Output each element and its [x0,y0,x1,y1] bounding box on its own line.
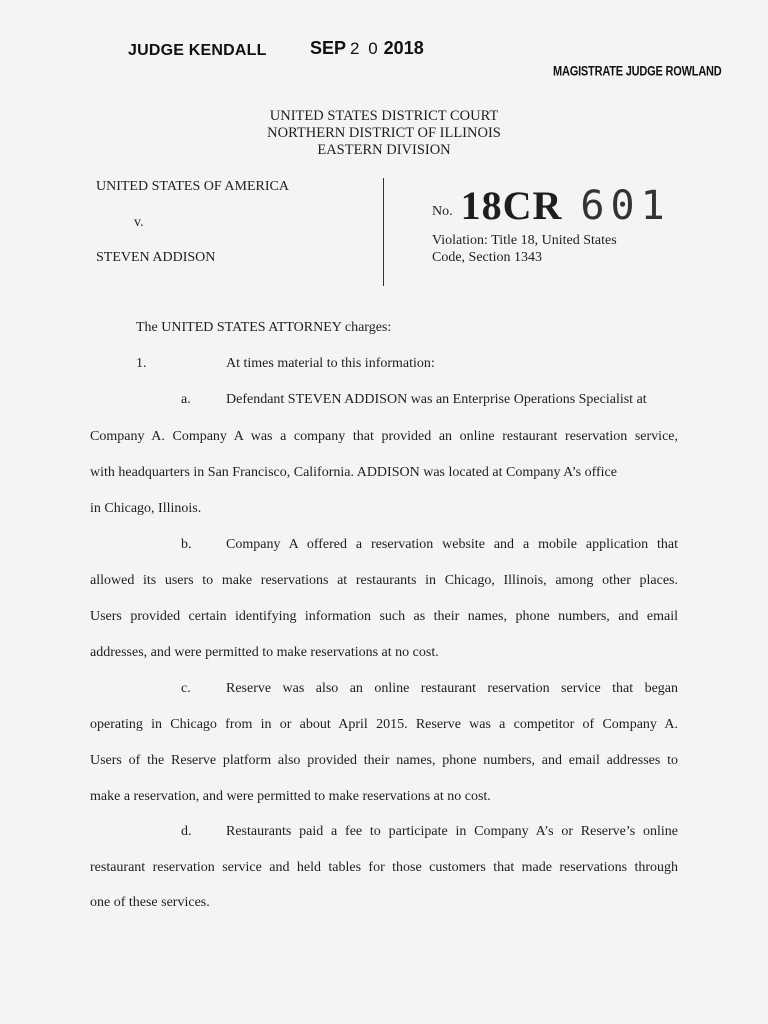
plaintiff-name: UNITED STATES OF AMERICA [96,179,289,194]
caption-divider [383,178,384,286]
subparagraph-line: Defendant STEVEN ADDISON was an Enterprise Operations Specialist at [226,392,647,407]
subparagraph-label: b. [181,537,192,552]
subparagraph-line: make a reservation, and were permitted to make reservations at no cost. [90,789,491,804]
date-day: 2 0 [350,39,380,58]
subparagraph-label: d. [181,824,192,839]
subparagraph-line: Reserve was also an online restaurant reservation service that began [226,681,678,696]
subparagraph-line: Company A offered a reservation website and a mobile application that [226,537,678,552]
subparagraph-label: c. [181,681,191,696]
subparagraph-line: allowed its users to make reservations at restaurants in Chicago, Illinois, among other places. [90,573,678,588]
subparagraph-line: in Chicago, Illinois. [90,501,202,516]
case-number-prefix: No. [432,204,453,219]
violation-line-2: Code, Section 1343 [432,250,543,265]
court-line-2: NORTHERN DISTRICT OF ILLINOIS [267,125,501,141]
court-heading [0,108,768,159]
date-year: 2018 [383,38,424,58]
subparagraph-line: Users provided certain identifying information such as their names, phone numbers, and email [90,609,678,624]
violation-line-1: Violation: Title 18, United States [432,233,617,248]
case-number-sequence: 601 [580,183,671,229]
magistrate-stamp: MAGISTRATE JUDGE ROWLAND [553,64,722,79]
violation-statute [432,232,617,266]
subparagraph-line: addresses, and were permitted to make reservations at no cost. [90,645,439,660]
subparagraph-line: operating in Chicago from in or about April 2015. Reserve was a competitor of Company A. [90,717,678,732]
defendant-name: STEVEN ADDISON [96,250,216,265]
case-caption-parties [96,178,289,266]
charge-intro: The UNITED STATES ATTORNEY charges: [136,320,392,335]
subparagraph-line: one of these services. [90,895,210,910]
judge-stamp: JUDGE KENDALL [128,42,267,59]
subparagraph-line: restaurant reservation service and held tables for those customers that made reservations through [90,860,678,875]
case-number [432,182,671,229]
paragraph-number: 1. [136,356,147,371]
subparagraph-label: a. [181,392,191,407]
paragraph-text: At times material to this information: [226,356,435,371]
court-line-1: UNITED STATES DISTRICT COURT [269,108,499,124]
case-number-code: 18CR [460,183,563,228]
subparagraph-line: with headquarters in San Francisco, California. ADDISON was located at Company A’s office [90,465,617,480]
subparagraph-line: Restaurants paid a fee to participate in Company A’s or Reserve’s online [226,824,678,839]
subparagraph-line: Users of the Reserve platform also provided their names, phone numbers, and email addresses to [90,753,678,768]
court-line-3: EASTERN DIVISION [317,142,451,158]
filing-date-stamp [310,38,424,59]
date-month: SEP [310,38,347,58]
subparagraph-line: Company A. Company A was a company that provided an online restaurant reservation service, [90,429,678,444]
versus-label: v. [134,215,144,230]
